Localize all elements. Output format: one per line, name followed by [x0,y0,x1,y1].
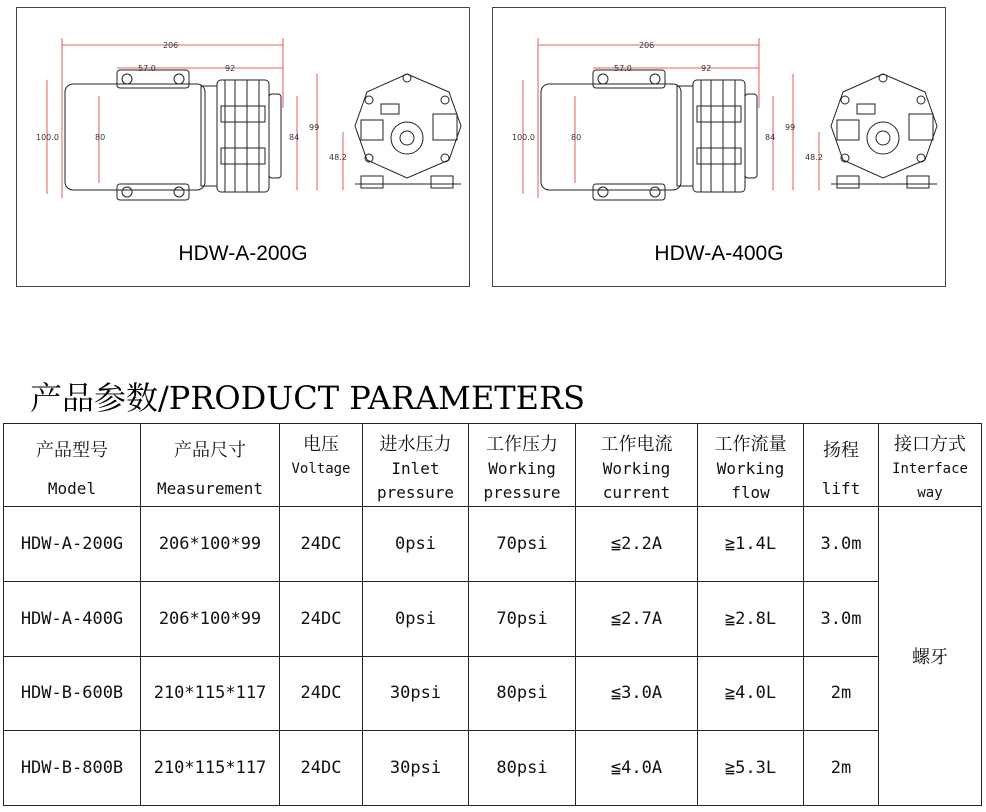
cell-measurement: 210*115*117 [141,731,280,806]
dim-h3: 84 [765,133,776,142]
cell-working-flow: ≧1.4L [698,507,804,582]
dim-h2: 80 [571,133,582,142]
dim-h2: 80 [95,133,106,142]
cell-measurement: 206*100*99 [141,581,280,656]
dim-d1: 57.0 [138,64,156,73]
cell-measurement: 206*100*99 [141,507,280,582]
cell-working-pressure: 70psi [469,507,576,582]
dim-h4: 99 [785,123,796,132]
parameters-table [3,423,982,806]
dim-d2: 92 [701,64,712,73]
cell-working-pressure: 80psi [469,656,576,731]
cell-lift: 2m [804,656,879,731]
cell-working-flow: ≧4.0L [698,656,804,731]
header-working-current: 工作电流 Working current [576,424,698,507]
dim-h5: 48.2 [805,153,823,162]
header-voltage: 电压 Voltage [280,424,363,507]
dim-d2: 92 [225,64,236,73]
section-title: 产品参数/PRODUCT PARAMETERS [30,379,586,417]
cell-voltage: 24DC [280,656,363,731]
cell-voltage: 24DC [280,731,363,806]
cell-lift: 2m [804,731,879,806]
cell-working-current: ≦2.7A [576,581,698,656]
header-interface-way: 接口方式 Interface way [879,424,982,507]
cell-interface-way: 螺牙 [879,507,982,806]
panel-caption: HDW-A-200G [178,242,308,265]
dim-h1: 100.0 [36,133,59,142]
cell-inlet-pressure: 0psi [363,507,469,582]
dim-overall: 206 [639,41,655,50]
table-row [4,656,982,731]
cell-working-pressure: 70psi [469,581,576,656]
cell-voltage: 24DC [280,581,363,656]
cell-working-pressure: 80psi [469,731,576,806]
panel-caption: HDW-A-400G [654,242,784,265]
cell-working-current: ≦4.0A [576,731,698,806]
cell-lift: 3.0m [804,581,879,656]
dim-overall: 206 [163,41,179,50]
drawing-panel-hdw-a-400g [492,7,946,287]
header-working-pressure: 工作压力 Working pressure [469,424,576,507]
table-header-row [4,424,982,507]
header-lift: 扬程 lift [804,424,879,507]
cell-model: HDW-A-200G [4,507,141,582]
cell-working-current: ≦3.0A [576,656,698,731]
cell-inlet-pressure: 0psi [363,581,469,656]
table-row [4,581,982,656]
cell-working-current: ≦2.2A [576,507,698,582]
header-working-flow: 工作流量 Working flow [698,424,804,507]
cell-model: HDW-B-800B [4,731,141,806]
dimension-labels [512,41,823,162]
cell-model: HDW-A-400G [4,581,141,656]
dim-h1: 100.0 [512,133,535,142]
dim-h4: 99 [309,123,320,132]
cell-working-flow: ≧5.3L [698,731,804,806]
cell-model: HDW-B-600B [4,656,141,731]
cell-voltage: 24DC [280,507,363,582]
cell-working-flow: ≧2.8L [698,581,804,656]
header-inlet-pressure: 进水压力 Inlet pressure [363,424,469,507]
cell-inlet-pressure: 30psi [363,731,469,806]
table-row [4,731,982,806]
table-row [4,507,982,582]
cell-lift: 3.0m [804,507,879,582]
cell-inlet-pressure: 30psi [363,656,469,731]
dimension-labels [36,41,347,162]
dim-h5: 48.2 [329,153,347,162]
dim-d1: 57.0 [614,64,632,73]
cell-measurement: 210*115*117 [141,656,280,731]
drawing-panel-hdw-a-200g [16,7,470,287]
header-model: 产品型号 Model [4,424,141,507]
header-measurement: 产品尺寸 Measurement [141,424,280,507]
dim-h3: 84 [289,133,300,142]
